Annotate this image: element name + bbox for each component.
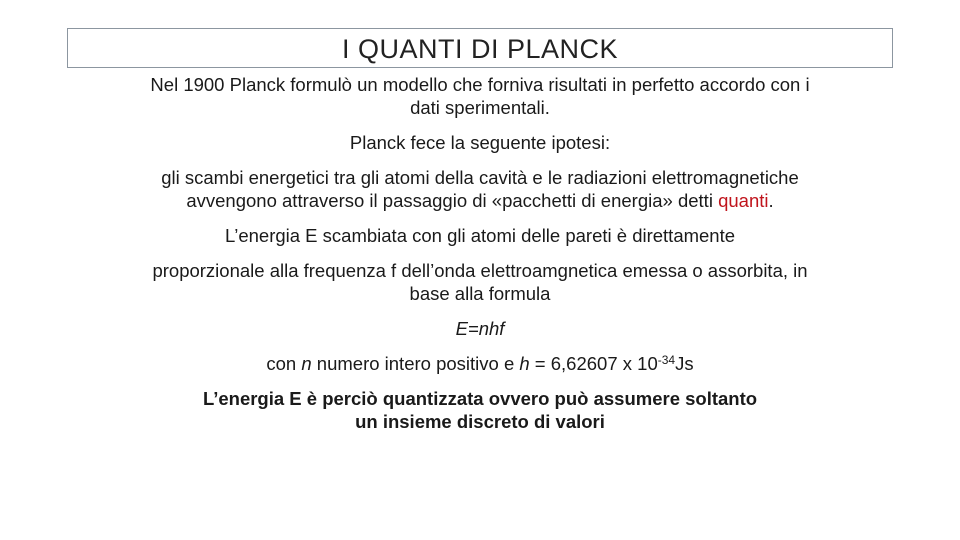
constants-pre: con <box>266 353 302 374</box>
paragraph-exchanges <box>70 166 890 212</box>
paragraph-proportional <box>70 259 890 305</box>
formula: E=nhf <box>455 318 505 339</box>
paragraph-conclusion <box>70 387 890 433</box>
slide-body <box>70 73 890 445</box>
planck-exponent: -34 <box>657 353 676 367</box>
exchanges-line-2: avvengono attraverso il passaggio di «pacchetti di energia» detti <box>186 190 719 211</box>
intro-line-1: Nel 1900 Planck formulò un modello che forniva risultati in perfetto accordo con i <box>150 74 810 95</box>
conclusion-line-2: un insieme discreto di valori <box>355 411 605 432</box>
exchanges-line-1: gli scambi energetici tra gli atomi della cavità e le radiazioni elettromagnetiche <box>161 167 799 188</box>
conclusion-line-1: L’energia E è perciò quantizzata ovvero può assumere soltanto <box>202 388 758 409</box>
paragraph-hypothesis: Planck fece la seguente ipotesi: <box>349 132 611 153</box>
paragraph-constants <box>70 352 890 375</box>
planck-value: = 6,62607 x 10 <box>529 353 658 374</box>
paragraph-intro <box>70 73 890 119</box>
intro-line-2: dati sperimentali. <box>410 97 550 118</box>
constants-mid: numero intero positivo e <box>311 353 520 374</box>
planck-unit: Js <box>675 353 694 374</box>
variable-n: n <box>301 353 312 374</box>
paragraph-energy: L’energia E scambiata con gli atomi delle pareti è direttamente <box>224 225 736 246</box>
slide-title: I QUANTI DI PLANCK <box>67 28 893 68</box>
proportional-line-1: proporzionale alla frequenza f dell’onda elettroamgnetica emessa o assorbita, in <box>152 260 808 281</box>
quanti-highlight: quanti <box>718 190 769 211</box>
variable-h: h <box>519 353 530 374</box>
exchanges-period: . <box>768 190 774 211</box>
proportional-line-2: base alla formula <box>409 283 551 304</box>
